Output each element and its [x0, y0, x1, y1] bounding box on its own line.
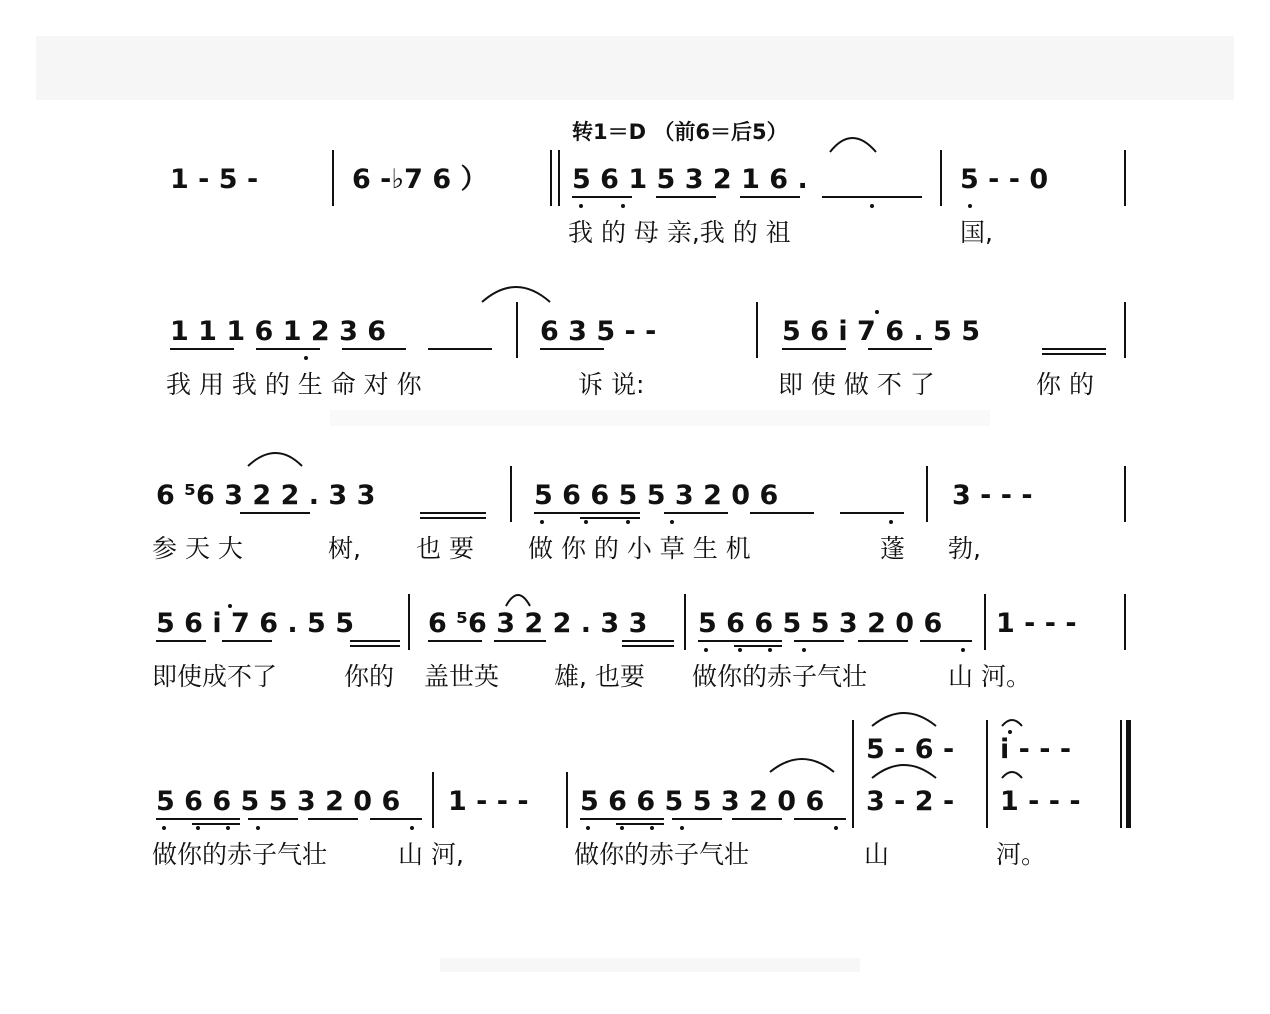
measure-notes: 3 - - - — [952, 480, 1033, 511]
slur — [248, 453, 302, 466]
lyric-line: 做你的赤子气壮 — [574, 840, 750, 869]
lyric-line: 蓬 — [880, 534, 906, 563]
measure-notes: 6 ⁵6 3 2 2 . 3 3 — [428, 608, 648, 639]
measure-notes: 5 - - 0 — [960, 164, 1049, 195]
measure-notes: 5 6 6 5 5 3 2 0 6 — [534, 480, 779, 511]
slur — [872, 765, 936, 778]
measure-notes: 5 6 6 5 5 3 2 0 6 — [698, 608, 943, 639]
lyric-line: 做你的赤子气壮 — [152, 840, 328, 869]
lyric-line: 雄, 也要 — [554, 662, 645, 691]
measure-notes: 5 6 1 5 3 2 1 6 . — [572, 164, 808, 195]
lyric-line: 参 天 大 — [152, 534, 243, 563]
lyric-line: 做你的赤子气壮 — [692, 662, 868, 691]
lyric-line: 我 的 母 亲,我 的 祖 — [568, 218, 791, 247]
measure-notes: 5 6 i 7 6 . 5 5 — [782, 316, 981, 347]
slur — [770, 759, 834, 772]
lyric-line: 也 要 — [416, 534, 474, 563]
lyric-line: 山 河。 — [948, 662, 1031, 691]
lyric-line: 我 用 我 的 生 命 对 你 — [166, 370, 422, 399]
lyric-line: 盖世英 — [424, 662, 500, 691]
measure-notes-upper-voice: 5 - 6 - — [866, 734, 955, 765]
slur — [830, 138, 876, 152]
measure-notes: 1 1 1 6 1 2 3 6 — [170, 316, 387, 347]
fermata-icon — [1002, 720, 1022, 726]
measure-notes: 1 - 5 - — [170, 164, 259, 195]
lyric-line: 山 — [864, 840, 890, 869]
lyric-line: 你 的 — [1036, 370, 1094, 399]
measure-notes-lower-voice: 3 - 2 - — [866, 786, 955, 817]
measure-notes: 6 3 5 - - — [540, 316, 657, 347]
key-change-label: 转1＝D （前6＝后5） — [572, 120, 788, 144]
measure-notes-upper-voice: i - - - — [1000, 734, 1072, 765]
lyric-line: 你的 — [344, 662, 395, 691]
lyric-line: 做 你 的 小 草 生 机 — [528, 534, 751, 563]
lyric-line: 勃, — [948, 534, 981, 563]
slur — [482, 287, 550, 302]
lyric-line: 树, — [328, 534, 361, 563]
lyric-line: 诉 说: — [578, 370, 645, 399]
measure-notes: 5 6 i 7 6 . 5 5 — [156, 608, 355, 639]
lyric-line: 河。 — [996, 840, 1047, 869]
lyric-line: 山 河, — [398, 840, 464, 869]
lyric-line: 国, — [960, 218, 993, 247]
slur — [872, 713, 936, 726]
measure-notes-lower-voice: 1 - - - — [1000, 786, 1081, 817]
measure-notes: 6 -♭7 6 ） — [352, 164, 488, 195]
fermata-icon — [1002, 772, 1022, 778]
slur — [506, 595, 530, 606]
lyric-line: 即 使 做 不 了 — [778, 370, 935, 399]
measure-notes: 5 6 6 5 5 3 2 0 6 — [156, 786, 401, 817]
measure-notes: 5 6 6 5 5 3 2 0 6 — [580, 786, 825, 817]
lyric-line: 即使成不了 — [152, 662, 278, 691]
measure-notes: 1 - - - — [996, 608, 1077, 639]
measure-notes: 1 - - - — [448, 786, 529, 817]
measure-notes: 6 ⁵6 3 2 2 . 3 3 — [156, 480, 376, 511]
